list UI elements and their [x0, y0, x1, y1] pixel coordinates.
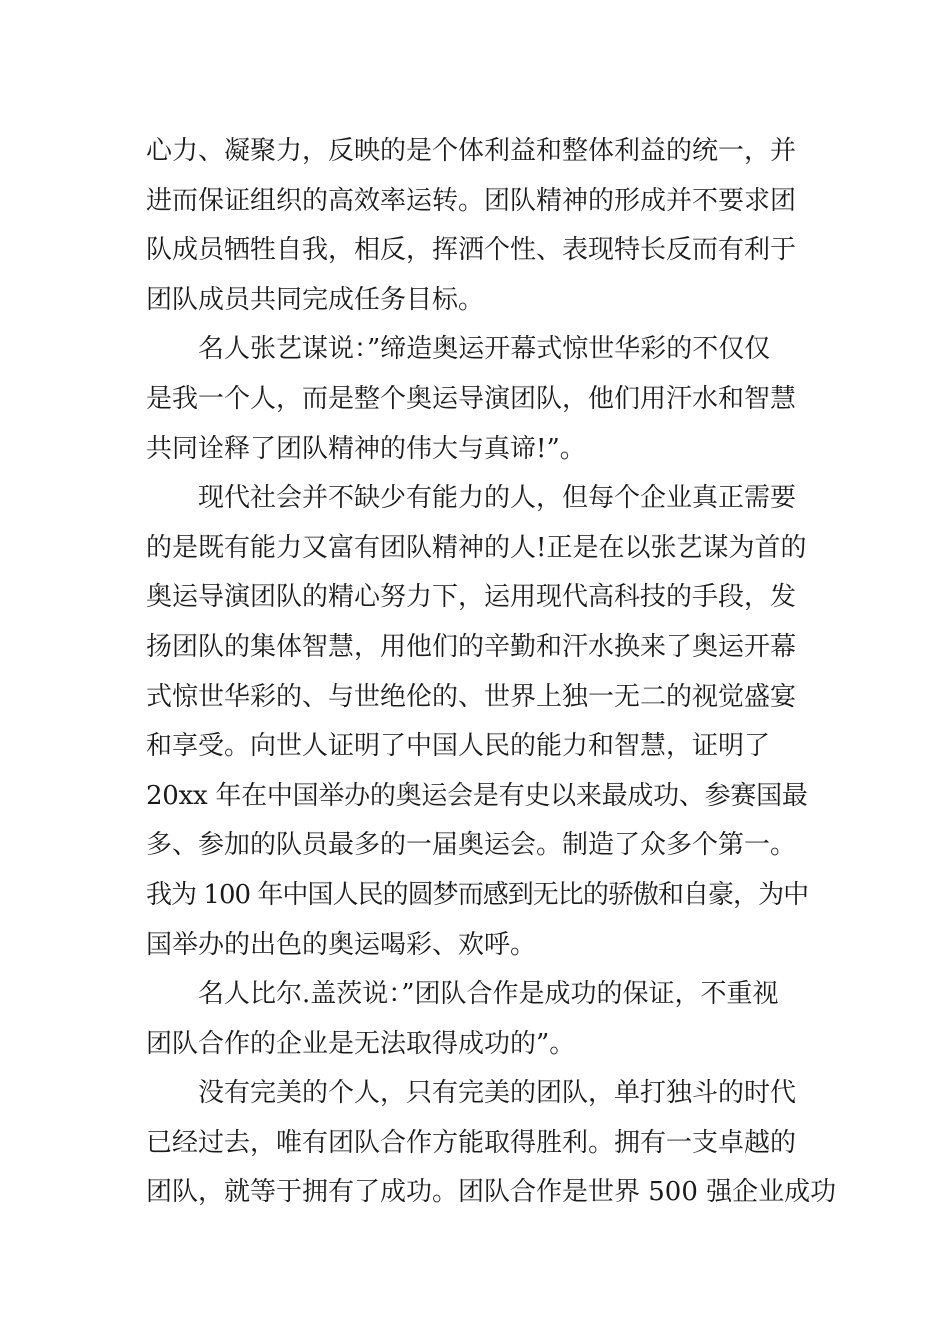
- text-line: 扬团队的集体智慧，用他们的辛勤和汗水换来了奥运开幕: [146, 631, 797, 662]
- text-line: 的是既有能力又富有团队精神的人!正是在以张艺谋为首的: [146, 532, 807, 563]
- paragraph-first-line: 现代社会并不缺少有能力的人，但每个企业真正需要: [198, 483, 797, 514]
- text-line: 20xx 年在中国举办的奥运会是有史以来最成功、参赛国最: [146, 780, 808, 811]
- text-line: 团队成员共同完成任务目标。: [146, 284, 485, 315]
- text-line: 式惊世华彩的、与世绝伦的、世界上独一无二的视觉盛宴: [146, 681, 797, 712]
- text-line: 心力、凝聚力，反映的是个体利益和整体利益的统一，并: [146, 136, 797, 166]
- text-line: 团队，就等于拥有了成功。团队合作是世界 500 强企业成功: [146, 1177, 837, 1208]
- paragraph-first-line: 名人比尔.盖茨说：”团队合作是成功的保证，不重视: [198, 979, 779, 1010]
- text-line: 和享受。向世人证明了中国人民的能力和智慧，证明了: [146, 731, 771, 762]
- text-line: 已经过去，唯有团队合作方能取得胜利。拥有一支卓越的: [146, 1127, 797, 1158]
- text-line: 国举办的出色的奥运喝彩、欢呼。: [146, 929, 537, 960]
- text-line: 奥运导演团队的精心努力下，运用现代高科技的手段，发: [146, 582, 797, 613]
- paragraph-first-line: 名人张艺谋说：”缔造奥运开幕式惊世华彩的不仅仅: [198, 334, 771, 365]
- text-line: 共同诠释了团队精神的伟大与真谛!”。: [146, 433, 586, 464]
- text-line: 队成员牺牲自我，相反，挥洒个性、表现特长反而有利于: [146, 235, 797, 266]
- text-line: 我为 100 年中国人民的圆梦而感到无比的骄傲和自豪，为中: [146, 879, 809, 910]
- text-line: 多、参加的队员最多的一届奥运会。制造了众多个第一。: [146, 830, 797, 861]
- paragraph-first-line: 没有完美的个人，只有完美的团队，单打独斗的时代: [198, 1078, 797, 1109]
- text-line: 是我一个人，而是整个奥运导演团队，他们用汗水和智慧: [146, 383, 797, 414]
- text-line: 进而保证组织的高效率运转。团队精神的形成并不要求团: [146, 185, 797, 216]
- body-text: [146, 127, 837, 1218]
- text-line: 团队合作的企业是无法取得成功的”。: [146, 1028, 576, 1059]
